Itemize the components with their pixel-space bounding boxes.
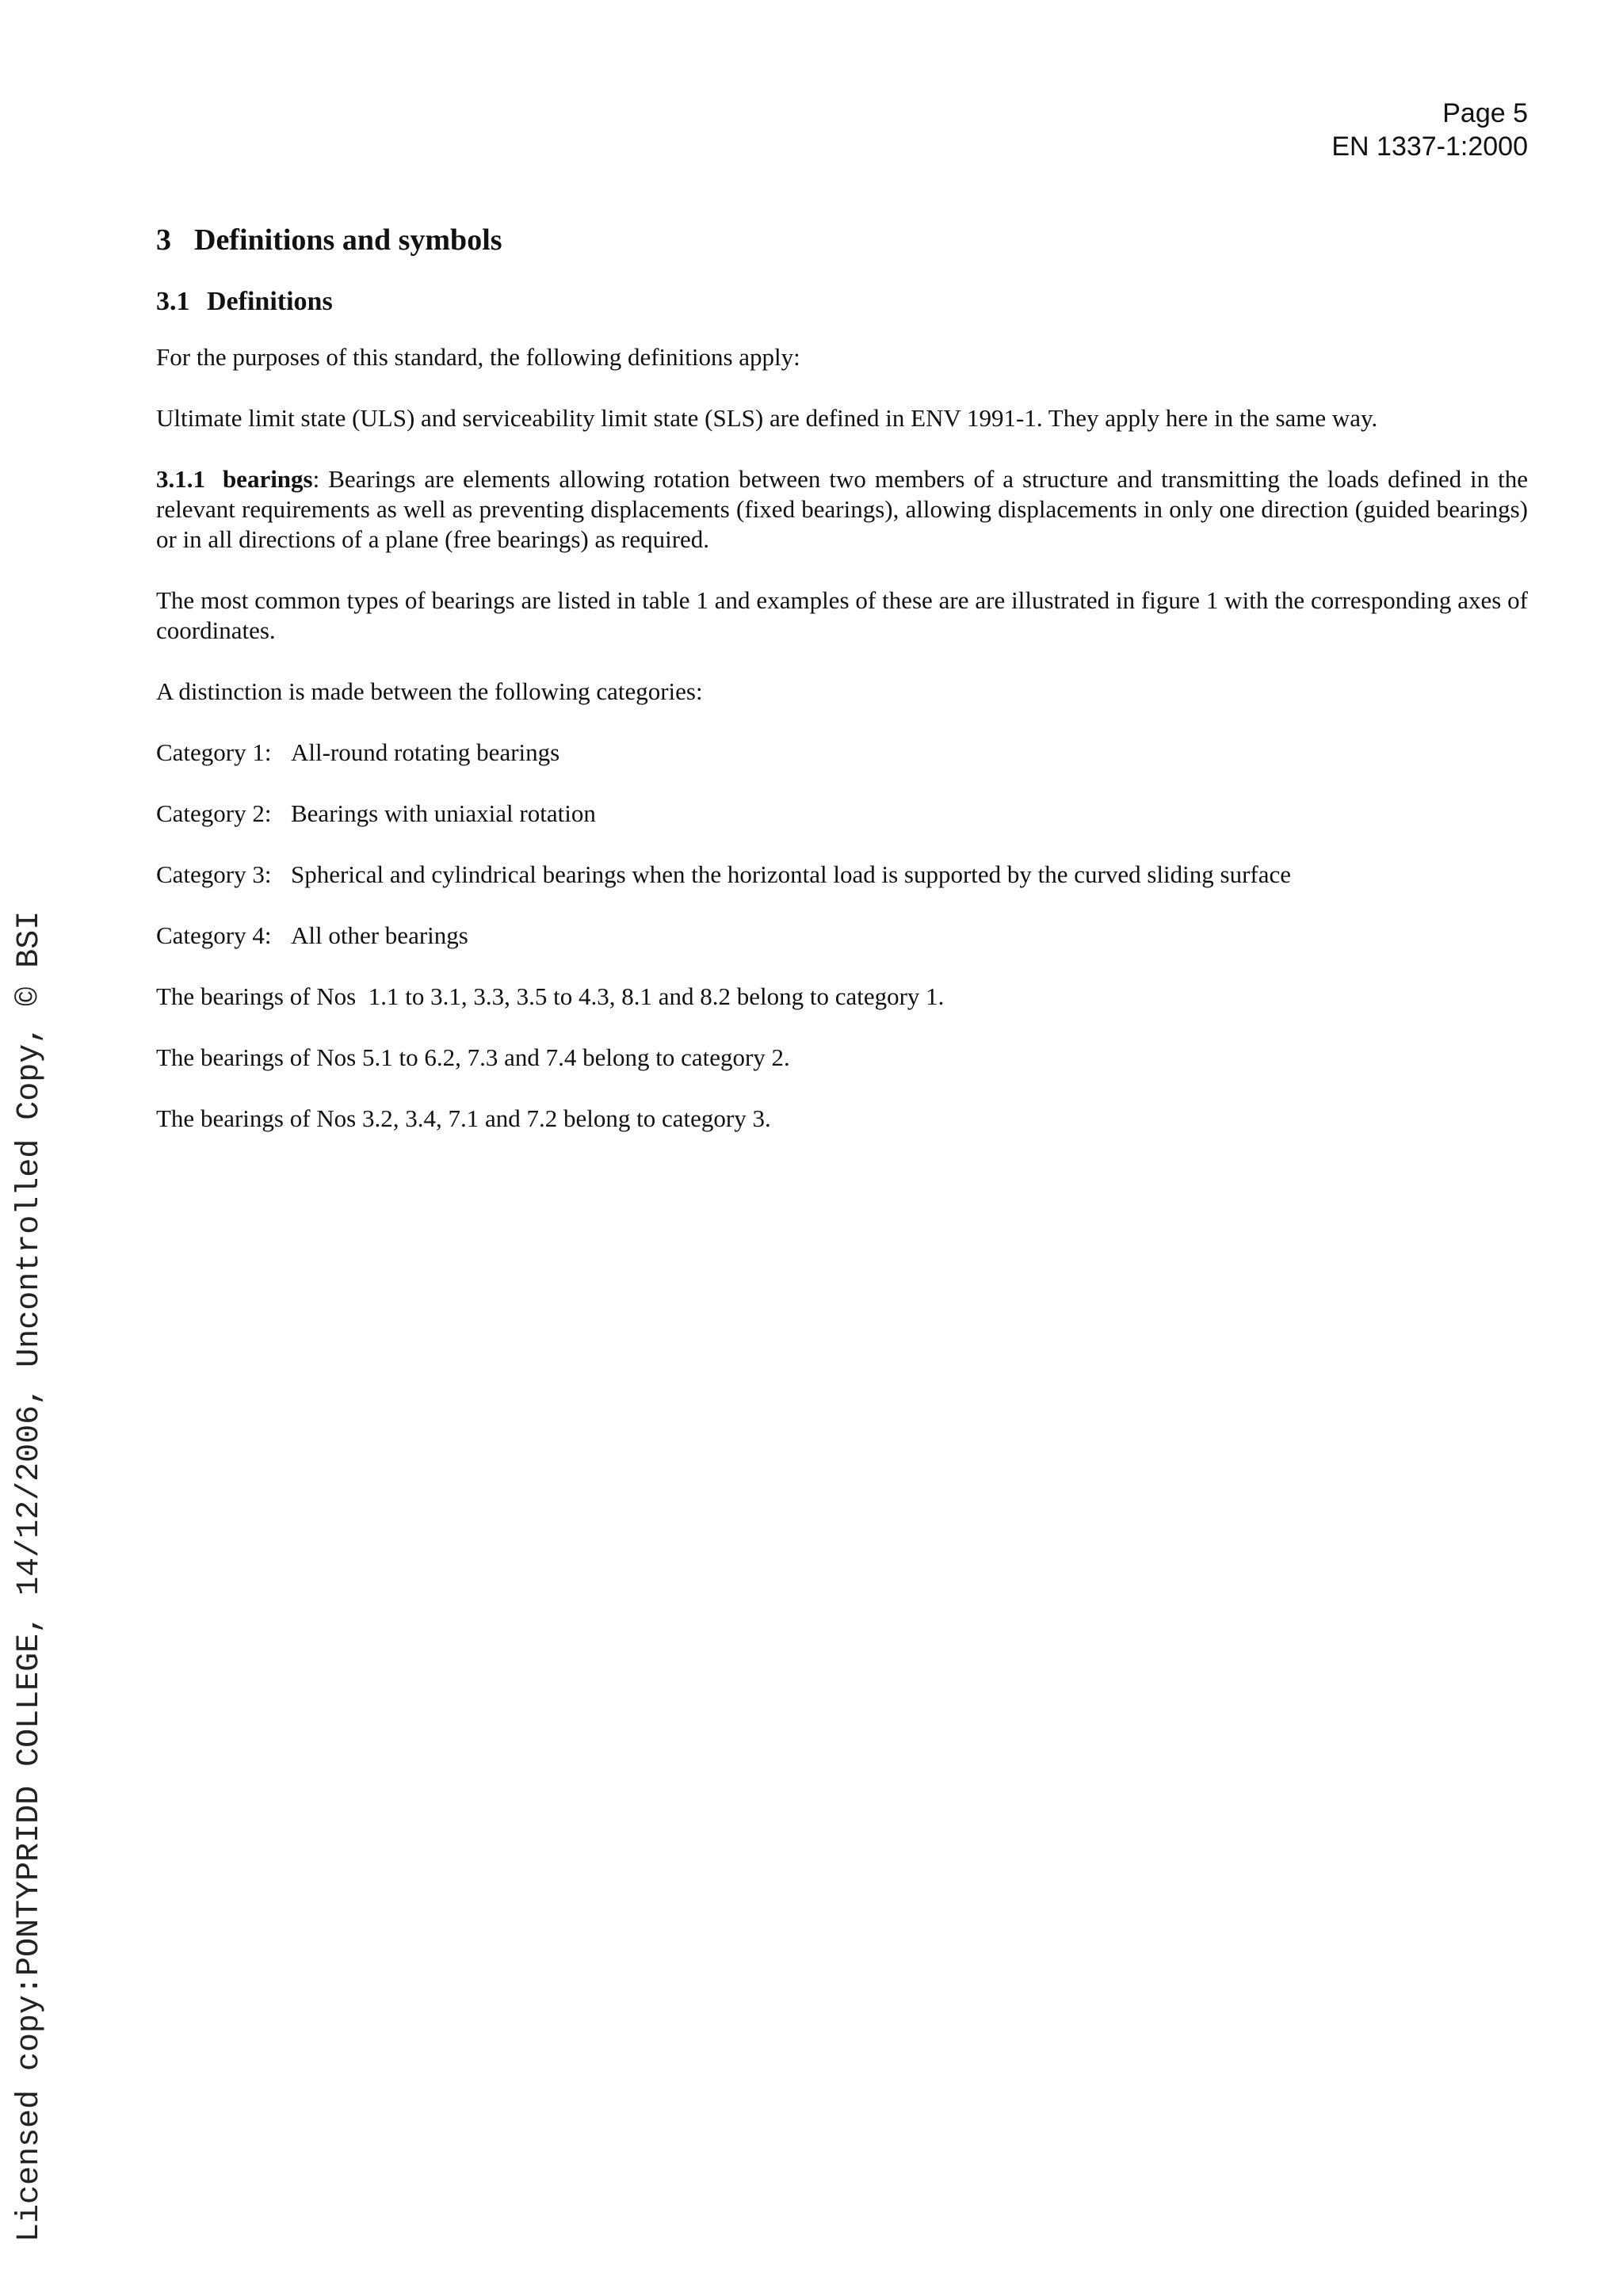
common-types-paragraph: The most common types of bearings are listed in table 1 and examples of these are are illustrated in figure 1 with the corresponding axes of coordinates. xyxy=(156,586,1528,644)
page-header xyxy=(1331,97,1528,163)
license-watermark: Licensed copy:PONTYPRIDD COLLEGE, 14/12/2006, Uncontrolled Copy, © BSI xyxy=(12,910,48,2242)
category-item xyxy=(156,799,1528,829)
distinction-paragraph: A distinction is made between the following categories: xyxy=(156,677,703,705)
category-assignment: The bearings of Nos 1.1 to 3.1, 3.3, 3.5 to 4.3, 8.1 and 8.2 belong to category 1. xyxy=(156,982,945,1010)
subsection-title: Definitions xyxy=(207,287,333,316)
subsection-heading xyxy=(156,285,1528,318)
limit-states-paragraph: Ultimate limit state (ULS) and serviceability limit state (SLS) are defined in ENV 1991-1. They apply here in the same way. xyxy=(156,404,1378,432)
category-label: Category 1: xyxy=(156,738,272,766)
category-label: Category 3: xyxy=(156,860,272,888)
category-text: Spherical and cylindrical bearings when the horizontal load is supported by the curved sliding surface xyxy=(291,860,1292,888)
document-body xyxy=(156,222,1528,1165)
definition-term: bearings xyxy=(222,465,313,493)
intro-paragraph: For the purposes of this standard, the following definitions apply: xyxy=(156,343,800,371)
category-item xyxy=(156,921,1528,951)
section-title: Definitions and symbols xyxy=(194,223,502,257)
definition-text: : Bearings are elements allowing rotation between two members of a structure and transmitting the loads defined in the relevant requirements as well as preventing displacements (fixed bearings), allowing displacements in only one direction (guided bearings) or in all directions of a plane (free bearings) as required. xyxy=(156,465,1529,553)
bearings-definition xyxy=(156,464,1528,555)
category-item xyxy=(156,738,1528,768)
category-text: All other bearings xyxy=(291,921,468,949)
subsection-number: 3.1 xyxy=(156,287,190,316)
category-label: Category 4: xyxy=(156,921,272,949)
section-heading xyxy=(156,222,1528,258)
category-item xyxy=(156,860,1528,890)
category-assignment: The bearings of Nos 5.1 to 6.2, 7.3 and 7.4 belong to category 2. xyxy=(156,1043,790,1071)
category-text: All-round rotating bearings xyxy=(291,738,560,766)
category-text: Bearings with uniaxial rotation xyxy=(291,799,596,827)
section-number: 3 xyxy=(156,223,171,257)
document-id: EN 1337-1:2000 xyxy=(1331,132,1528,162)
category-label: Category 2: xyxy=(156,799,272,827)
category-assignment: The bearings of Nos 3.2, 3.4, 7.1 and 7.2 belong to category 3. xyxy=(156,1104,771,1132)
definition-number: 3.1.1 xyxy=(156,465,205,493)
page-number: Page 5 xyxy=(1442,98,1528,128)
